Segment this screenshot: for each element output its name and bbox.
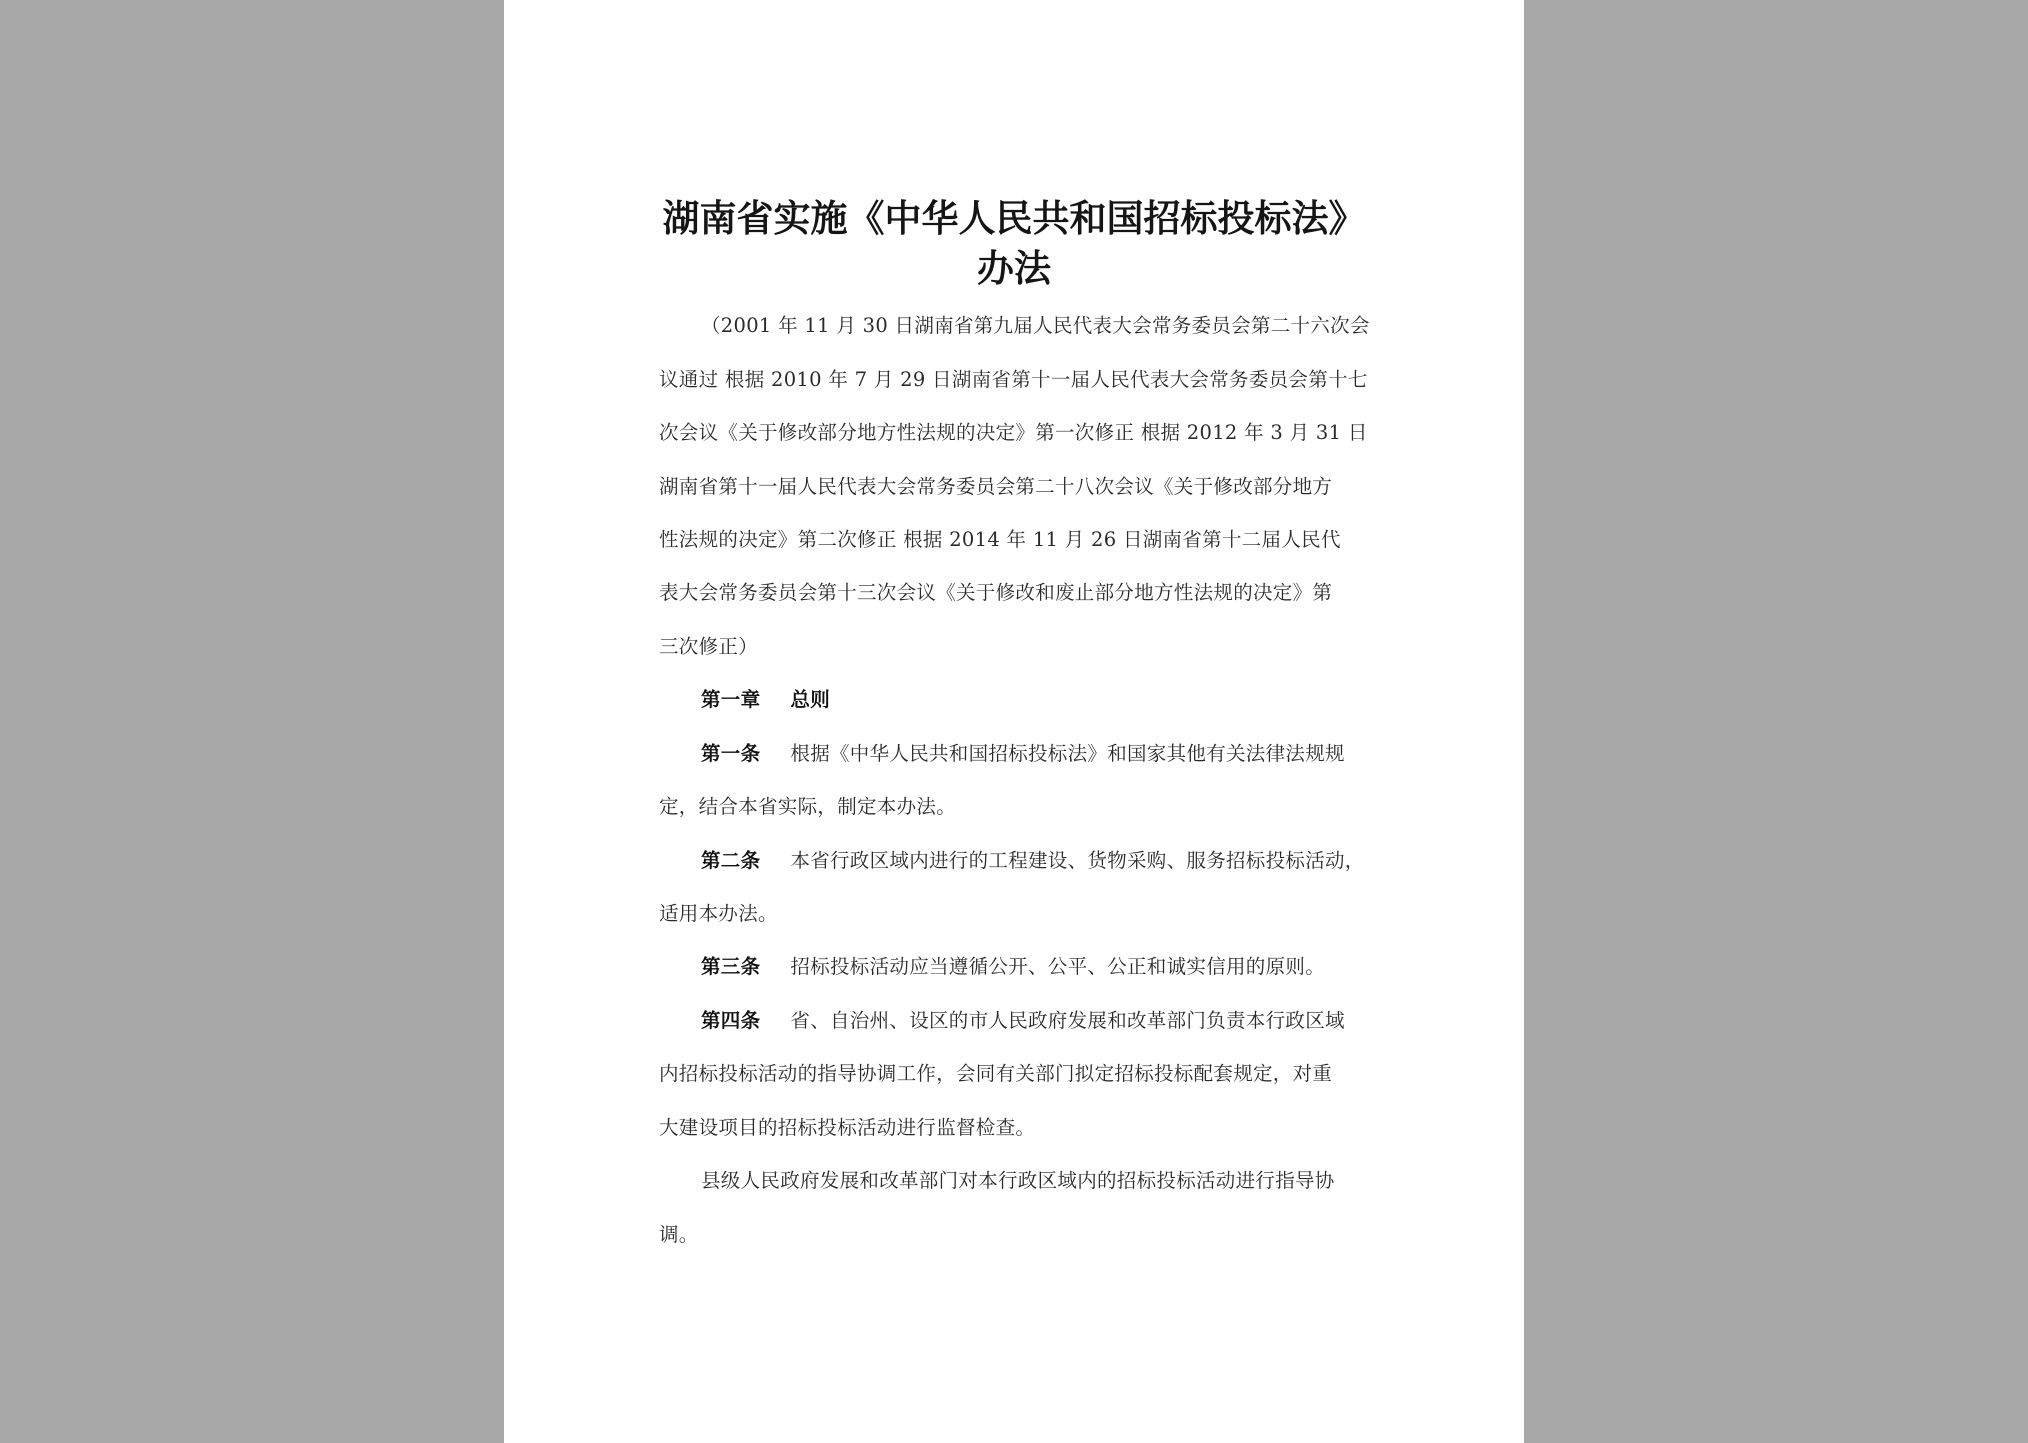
- chapter-number: 第一章: [701, 688, 761, 711]
- article-4-continuation: 内招标投标活动的指导协调工作，会同有关部门拟定招标投标配套规定，对重: [659, 1062, 1333, 1085]
- preamble-line: （2001 年 11 月 30 日湖南省第九届人民代表大会常务委员会第二十六次会: [701, 314, 1370, 337]
- document-title-line-1: 湖南省实施《中华人民共和国招标投标法》: [662, 196, 1366, 240]
- article-2-continuation: 适用本办法。: [659, 902, 778, 925]
- article-2: [701, 847, 1413, 875]
- chapter-name: 总则: [790, 688, 831, 711]
- article-label: 第二条: [701, 849, 761, 872]
- preamble-line: 性法规的决定》第二次修正 根据 2014 年 11 月 26 日湖南省第十二届人民代: [659, 528, 1341, 551]
- article-label: 第三条: [701, 955, 761, 978]
- document-title-line-2: 办法: [977, 246, 1051, 290]
- article-text: 根据《中华人民共和国招标投标法》和国家其他有关法律法规规: [790, 742, 1345, 765]
- preamble-line: 湖南省第十一届人民代表大会常务委员会第二十八次会议《关于修改部分地方: [659, 475, 1333, 498]
- preamble-line: 三次修正）: [659, 635, 759, 658]
- document-page: [504, 0, 1524, 1443]
- article-4: [701, 1007, 1413, 1035]
- article-3: [701, 953, 1413, 981]
- article-4-paragraph-2: 县级人民政府发展和改革部门对本行政区域内的招标投标活动进行指导协: [701, 1169, 1335, 1192]
- article-text: 本省行政区域内进行的工程建设、货物采购、服务招标投标活动，: [790, 849, 1365, 872]
- preamble-line: 次会议《关于修改部分地方性法规的决定》第一次修正 根据 2012 年 3 月 31 日: [659, 421, 1368, 444]
- preamble-line: 议通过 根据 2010 年 7 月 29 日湖南省第十一届人民代表大会常务委员会第十七: [659, 368, 1368, 391]
- article-text: 招标投标活动应当遵循公开、公平、公正和诚实信用的原则。: [790, 955, 1326, 978]
- article-4-continuation: 大建设项目的招标投标活动进行监督检查。: [659, 1116, 1036, 1139]
- chapter-heading: [701, 686, 1413, 714]
- article-1-continuation: 定，结合本省实际，制定本办法。: [659, 795, 957, 818]
- preamble-line: 表大会常务委员会第十三次会议《关于修改和废止部分地方性法规的决定》第: [659, 581, 1333, 604]
- article-label: 第一条: [701, 742, 761, 765]
- article-text: 省、自治州、设区的市人民政府发展和改革部门负责本行政区域: [790, 1009, 1345, 1032]
- article-label: 第四条: [701, 1009, 761, 1032]
- article-4-paragraph-2-continuation: 调。: [659, 1223, 699, 1246]
- article-1: [701, 740, 1413, 768]
